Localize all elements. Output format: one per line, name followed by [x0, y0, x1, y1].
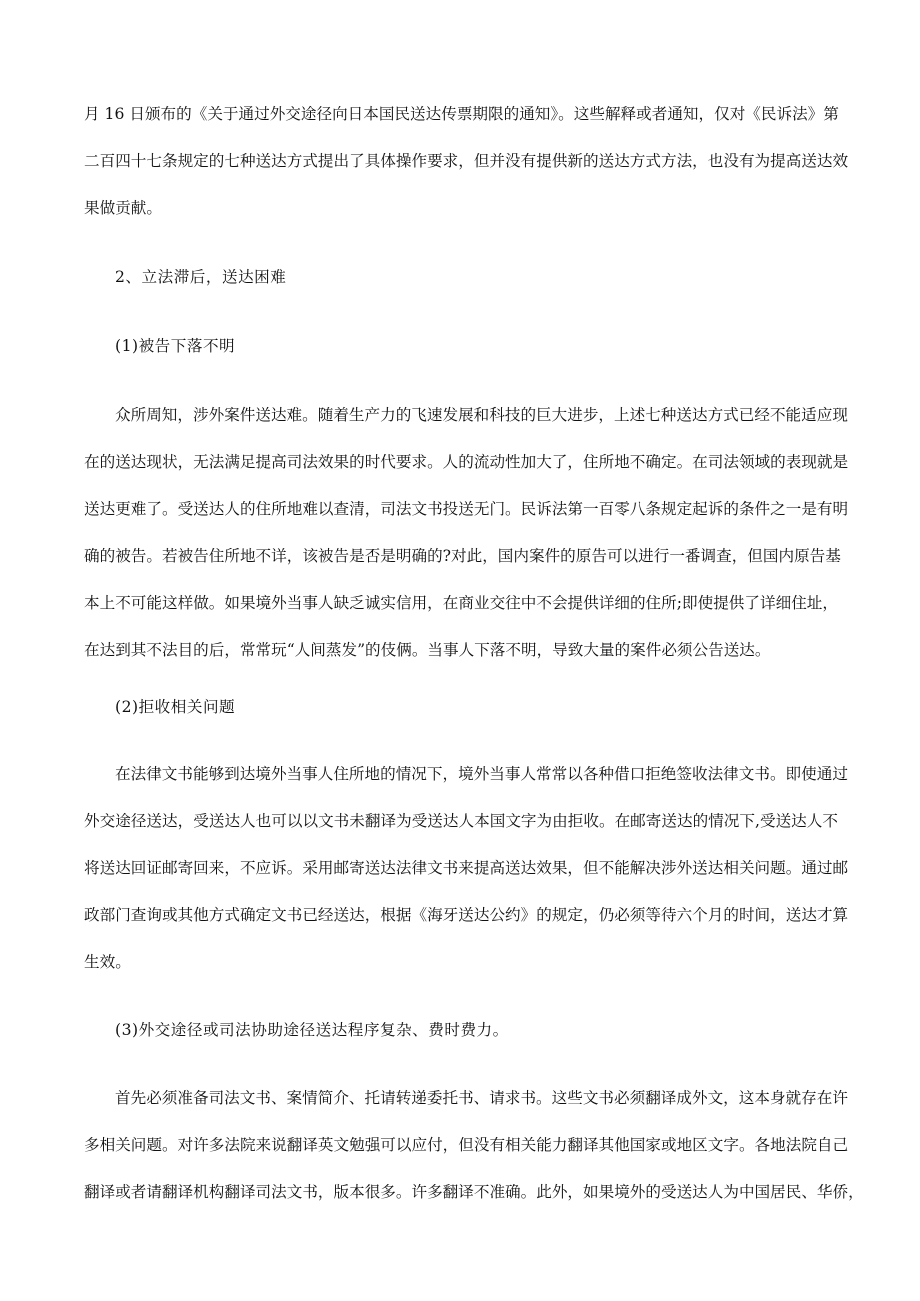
paragraph-line: 翻译或者请翻译机构翻译司法文书，版本很多。许多翻译不准确。此外，如果境外的受送达人为中国居民、华侨，	[84, 1183, 864, 1201]
paragraph-line: 多相关问题。对许多法院来说翻译英文勉强可以应付，但没有相关能力翻译其他国家或地区文字。各地法院自己	[84, 1136, 849, 1154]
paragraph-line: 首先必须准备司法文书、案情简介、托请转递委托书、请求书。这些文书必须翻译成外文，这本身就存在许	[115, 1089, 848, 1107]
paragraph-line: 本上不可能这样做。如果境外当事人缺乏诚实信用，在商业交往中不会提供详细的住所;即使提供了详细住址，	[84, 594, 838, 612]
paragraph-line: 送达更难了。受送达人的住所地难以查清，司法文书投送无门。民诉法第一百零八条规定起诉的条件之一是有明	[84, 500, 849, 518]
paragraph-line: 外交途径送达，受送达人也可以以文书未翻译为受送达人本国文字为由拒收。在邮寄送达的情况下,受送达人不	[84, 812, 838, 830]
subsection-heading: (3)外交途径或司法协助途径送达程序复杂、费时费力。	[115, 1021, 509, 1039]
subsection-heading: (1)被告下落不明	[115, 337, 236, 355]
paragraph-line: 确的被告。若被告住所地不详，该被告是否是明确的?对此，国内案件的原告可以进行一番调查，但国内原告基	[84, 547, 841, 565]
section-heading: 2、立法滞后，送达困难	[115, 268, 287, 286]
paragraph-line: 月 16 日颁布的《关于通过外交途径向日本国民送达传票期限的通知》。这些解释或者通知，仅对《民诉法》第	[84, 105, 839, 123]
paragraph-line: 在法律文书能够到达境外当事人住所地的情况下，境外当事人常常以各种借口拒绝签收法律文书。即使通过	[115, 765, 848, 783]
paragraph-line: 在达到其不法目的后，常常玩“人间蒸发”的伎俩。当事人下落不明，导致大量的案件必须公告送达。	[84, 641, 771, 659]
subsection-heading: (2)拒收相关问题	[115, 698, 236, 716]
paragraph-line: 果做贡献。	[84, 199, 162, 217]
paragraph-line: 众所周知，涉外案件送达难。随着生产力的飞速发展和科技的巨大进步，上述七种送达方式已经不能适应现	[115, 406, 848, 424]
paragraph-line: 政部门查询或其他方式确定文书已经送达，根据《海牙送达公约》的规定，仍必须等待六个月的时间，送达才算	[84, 906, 849, 924]
paragraph-line: 在的送达现状，无法满足提高司法效果的时代要求。人的流动性加大了，住所地不确定。在司法领域的表现就是	[84, 453, 849, 471]
paragraph-line: 将送达回证邮寄回来，不应诉。采用邮寄送达法律文书来提高送达效果，但不能解决涉外送达相关问题。通过邮	[84, 859, 849, 877]
paragraph-line: 二百四十七条规定的七种送达方式提出了具体操作要求，但并没有提供新的送达方式方法，也没有为提高送达效	[84, 152, 849, 170]
paragraph-line: 生效。	[84, 953, 131, 971]
